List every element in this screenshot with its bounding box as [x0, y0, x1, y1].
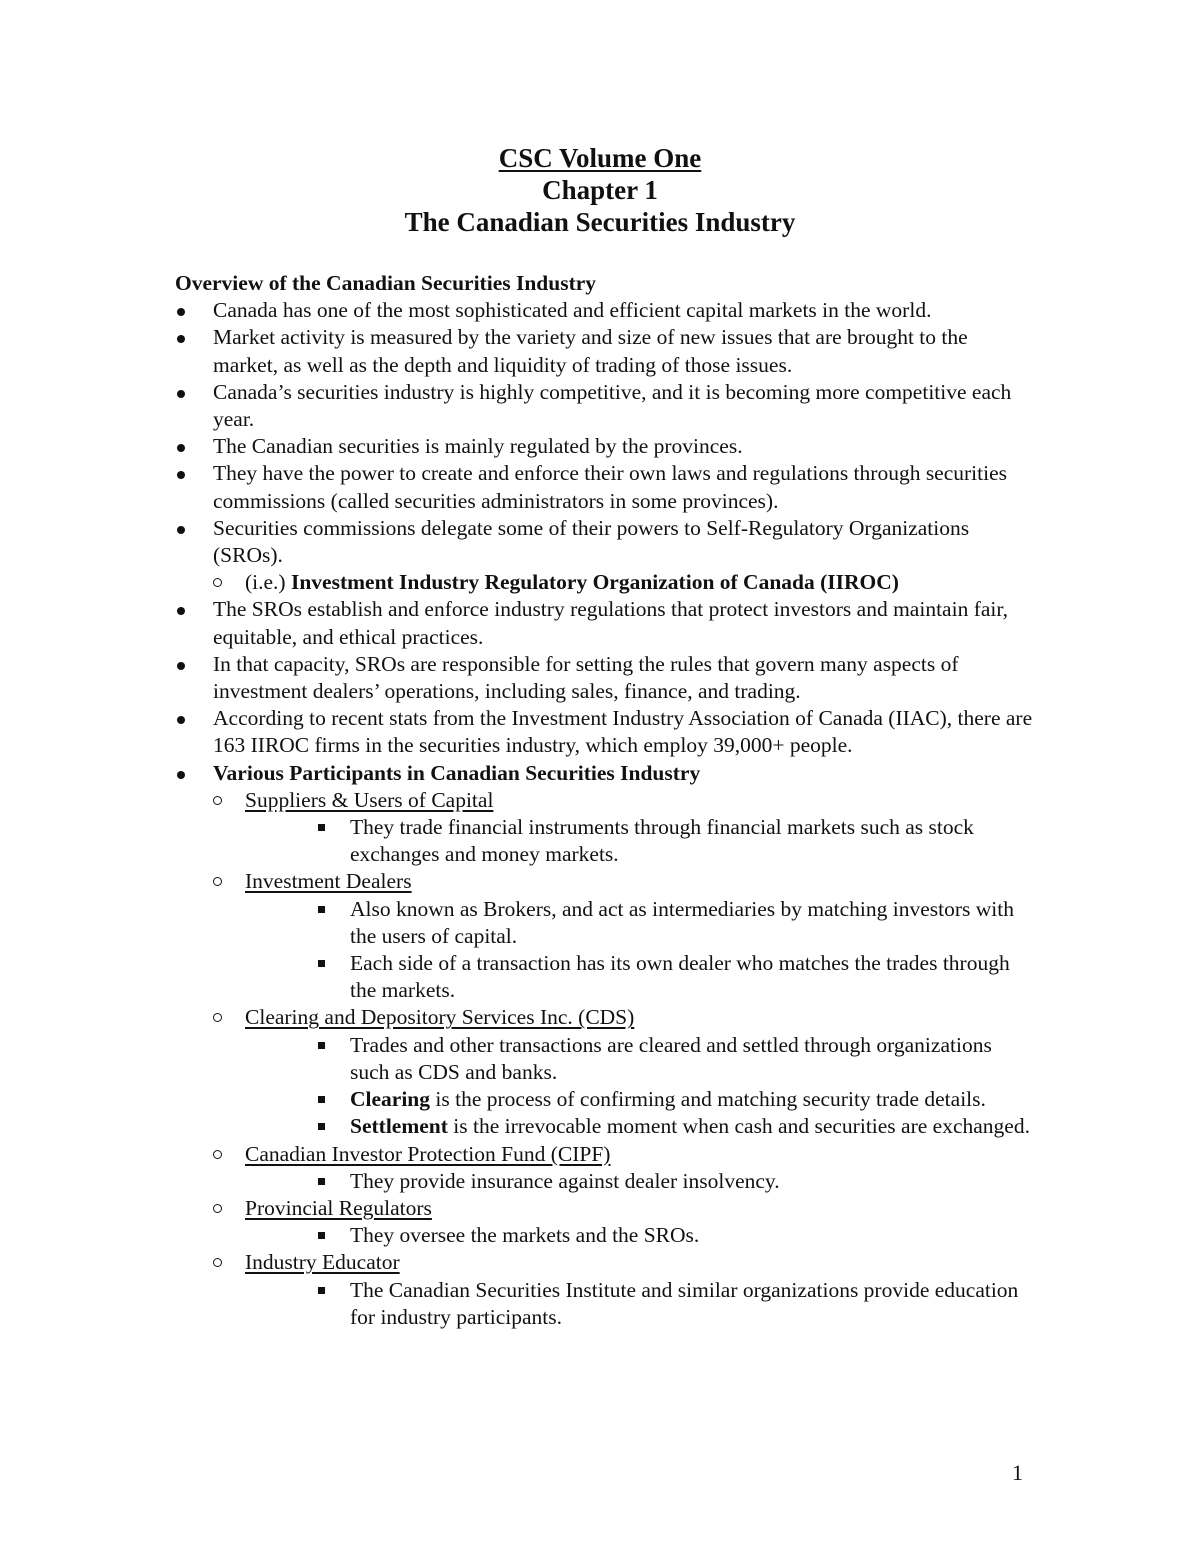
square-bullet-icon	[318, 1042, 325, 1049]
document-body	[175, 270, 1035, 1331]
overview-list	[175, 297, 1035, 1331]
bullet-icon	[177, 526, 185, 534]
participant-group	[175, 1249, 1035, 1331]
detail-text: is the process of confirming and matching security trade details.	[430, 1087, 986, 1112]
detail-item	[175, 950, 1035, 1004]
list-item-text: Canada has one of the most sophisticated and efficient capital markets in the world.	[213, 298, 932, 323]
square-bullet-icon	[318, 1178, 325, 1185]
participant-title: Clearing and Depository Services Inc. (CDS)	[245, 1005, 635, 1030]
list-item-text: They have the power to create and enforce their own laws and regulations through securities commissions (called securities administrators in some provinces).	[213, 461, 1008, 513]
bullet-icon	[177, 607, 185, 615]
section-heading: Overview of the Canadian Securities Industry	[175, 271, 597, 295]
hollow-bullet-icon	[213, 1204, 222, 1213]
square-bullet-icon	[318, 1287, 325, 1294]
participant-title: Investment Dealers	[245, 869, 412, 894]
list-item-text: Securities commissions delegate some of their powers to Self-Regulatory Organizations (SROs).	[213, 515, 970, 568]
chapter-subtitle: The Canadian Securities Industry	[404, 207, 796, 237]
page-number: 1	[1012, 1460, 1023, 1485]
list-item	[175, 324, 1035, 378]
document-title: CSC Volume One	[498, 143, 702, 173]
participant-detail-list	[245, 896, 1035, 1005]
participants-list	[175, 787, 1035, 1331]
list-item-text: In that capacity, SROs are responsible for setting the rules that govern many aspects of investment dealers’ operations, including sales, finance, and trading.	[213, 651, 959, 704]
participant-title: Industry Educator	[245, 1250, 400, 1275]
participant-group	[175, 1004, 1035, 1140]
bullet-icon	[177, 335, 185, 343]
participant-detail-list	[245, 814, 1035, 868]
participant-title: Suppliers & Users of Capital	[245, 787, 494, 812]
participant-detail-list	[245, 1277, 1035, 1331]
participant-detail-list	[245, 1032, 1035, 1141]
bullet-icon	[177, 716, 185, 724]
hollow-bullet-icon	[213, 1258, 222, 1267]
hollow-bullet-icon	[213, 578, 222, 587]
square-bullet-icon	[318, 824, 325, 831]
list-item-text: Market activity is measured by the variety and size of new issues that are brought to the market, as well as the depth and liquidity of trading of those issues.	[213, 325, 968, 377]
participant-title: Canadian Investor Protection Fund (CIPF)	[245, 1141, 611, 1166]
sro-example-name: Investment Industry Regulatory Organization of Canada (IIROC)	[290, 570, 899, 595]
detail-item	[175, 1113, 1035, 1140]
square-bullet-icon	[318, 1232, 325, 1239]
detail-text: They provide insurance against dealer insolvency.	[350, 1168, 780, 1193]
list-item	[175, 596, 1035, 650]
list-item	[175, 760, 1035, 1331]
participants-heading: Various Participants in Canadian Securities Industry	[213, 760, 701, 785]
square-bullet-icon	[318, 1123, 325, 1130]
term-clearing: Clearing	[350, 1087, 431, 1112]
detail-item	[175, 1222, 1035, 1249]
detail-item	[175, 1032, 1035, 1086]
detail-text: The Canadian Securities Institute and similar organizations provide education for industry participants.	[350, 1277, 1019, 1329]
participant-group	[175, 1141, 1035, 1195]
participant-group	[175, 1195, 1035, 1249]
detail-item	[175, 1277, 1035, 1331]
hollow-bullet-icon	[213, 877, 222, 886]
list-item-text: The Canadian securities is mainly regulated by the provinces.	[213, 434, 743, 459]
detail-text: They trade financial instruments through financial markets such as stock exchanges and money markets.	[350, 815, 974, 867]
participant-group	[175, 868, 1035, 1004]
list-item	[175, 433, 1035, 460]
participant-title: Provincial Regulators	[245, 1195, 432, 1220]
bullet-icon	[177, 662, 185, 670]
hollow-bullet-icon	[213, 1150, 222, 1159]
bullet-icon	[177, 471, 185, 479]
detail-text: Each side of a transaction has its own dealer who matches the trades through the markets.	[350, 951, 1010, 1003]
list-item-text: Canada’s securities industry is highly competitive, and it is becoming more competitive each year.	[213, 379, 1012, 432]
list-item	[175, 515, 1035, 597]
detail-item	[175, 1168, 1035, 1195]
list-item	[175, 297, 1035, 324]
detail-item	[175, 896, 1035, 950]
detail-text: They oversee the markets and the SROs.	[350, 1223, 700, 1248]
detail-item	[175, 1086, 1035, 1113]
participant-group	[175, 787, 1035, 869]
bullet-icon	[177, 771, 185, 779]
list-item	[175, 705, 1035, 759]
list-item	[175, 651, 1035, 705]
detail-text: Also known as Brokers, and act as intermediaries by matching investors with the users of capital.	[350, 896, 1014, 948]
detail-text: is the irrevocable moment when cash and securities are exchanged.	[447, 1114, 1030, 1139]
hollow-bullet-icon	[213, 1013, 222, 1022]
sro-example-list	[175, 569, 1035, 596]
chapter-title: Chapter 1	[542, 175, 658, 205]
square-bullet-icon	[318, 1096, 325, 1103]
term-settlement: Settlement	[350, 1114, 448, 1139]
hollow-bullet-icon	[213, 796, 222, 805]
participant-detail-list	[245, 1168, 1035, 1195]
bullet-icon	[177, 308, 185, 316]
title-block	[0, 142, 1200, 238]
bullet-icon	[177, 444, 185, 452]
list-item	[175, 460, 1035, 514]
detail-item	[175, 814, 1035, 868]
detail-text: Trades and other transactions are cleared and settled through organizations such as CDS and banks.	[350, 1032, 992, 1084]
participant-detail-list	[245, 1222, 1035, 1249]
sub-list-item	[175, 569, 1035, 596]
bullet-icon	[177, 390, 185, 398]
square-bullet-icon	[318, 960, 325, 967]
list-item-text: The SROs establish and enforce industry regulations that protect investors and maintain fair, equitable, and ethical practices.	[213, 597, 1009, 649]
list-item	[175, 379, 1035, 433]
sro-example-prefix: (i.e.)	[245, 570, 291, 595]
list-item-text: According to recent stats from the Investment Industry Association of Canada (IIAC), there are 163 IIROC firms in the securities industry, which employ 39,000+ people.	[213, 706, 1033, 758]
square-bullet-icon	[318, 906, 325, 913]
